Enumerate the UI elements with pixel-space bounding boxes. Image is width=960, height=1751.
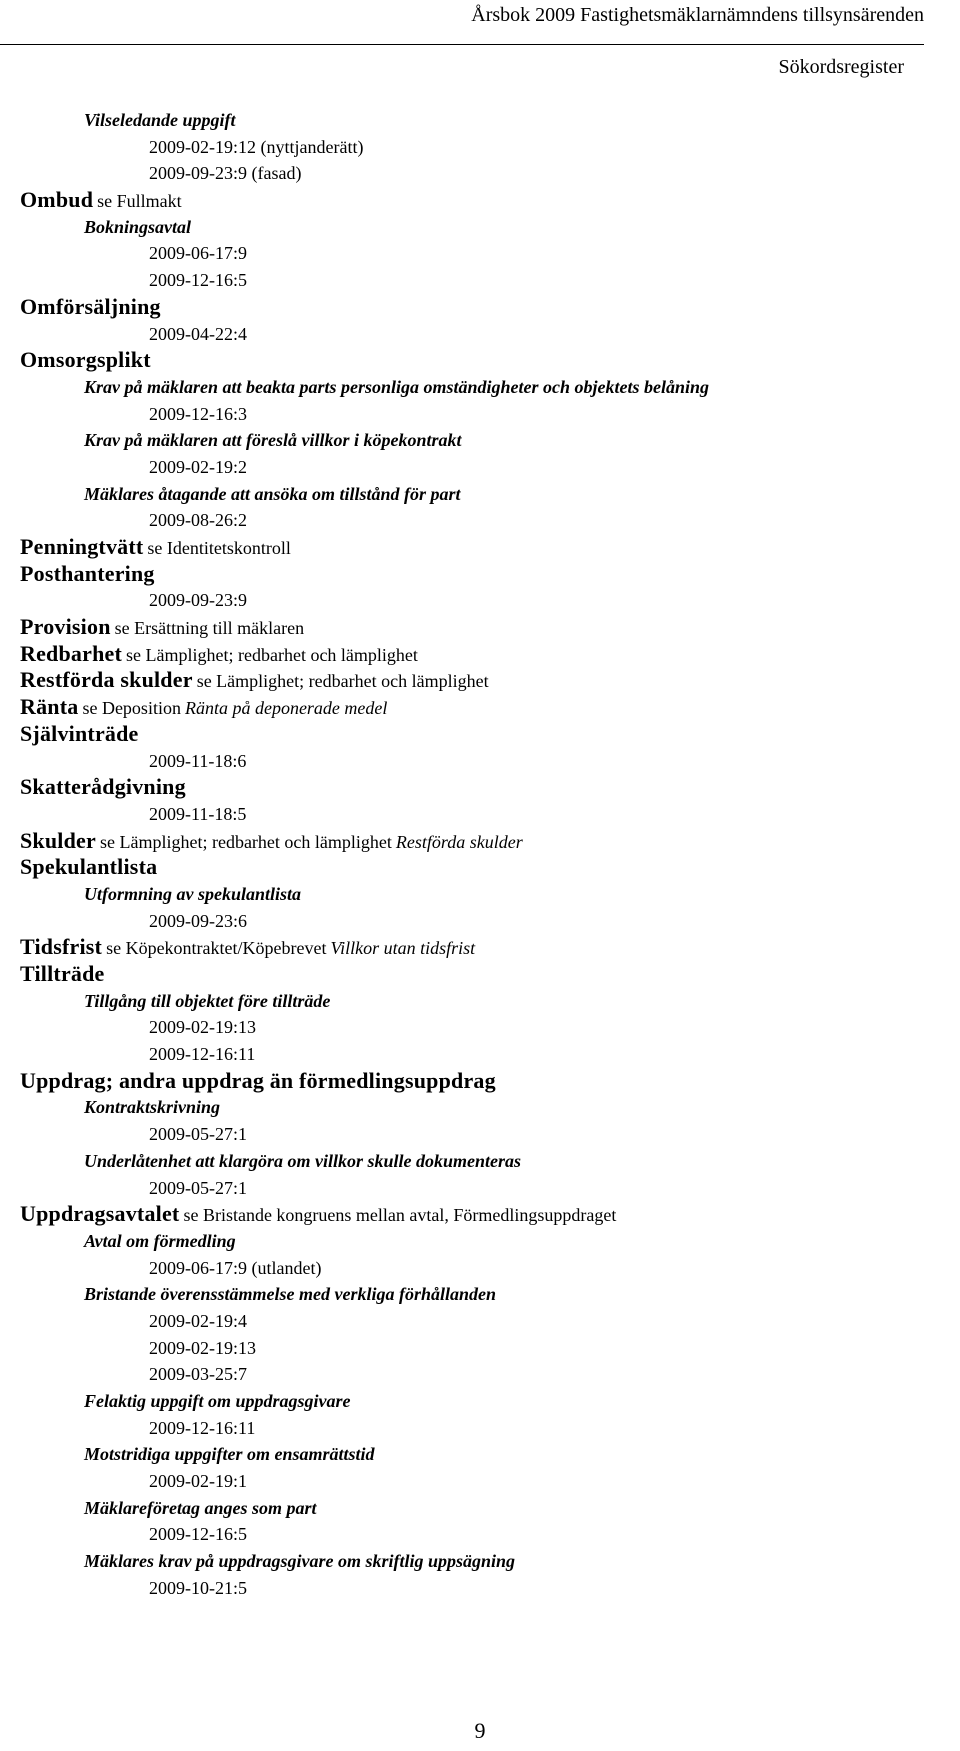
index-entry	[20, 1068, 940, 1095]
case-reference: 2009-03-25:7	[149, 1364, 247, 1385]
entry-heading: Ränta	[20, 694, 79, 720]
case-reference: 2009-06-17:9	[149, 243, 247, 264]
subtopic: Mäklares åtagande att ansöka om tillstånd för part	[84, 483, 461, 504]
subtopic: Felaktig uppgift om uppdragsgivare	[84, 1391, 351, 1411]
index-entry	[20, 694, 940, 721]
header-subtitle: Sökordsregister	[778, 56, 904, 78]
index-entry	[20, 294, 940, 321]
case-reference: 2009-04-22:4	[149, 323, 247, 344]
case-reference: 2009-11-18:5	[149, 803, 247, 824]
see-reference: se Köpekontraktet/Köpebrevet	[106, 938, 327, 959]
entry-heading: Omsorgsplikt	[20, 347, 151, 373]
see-reference: se Lämplighet; redbarhet och lämplighet	[99, 831, 392, 852]
subtopic: Kontraktskrivning	[84, 1097, 221, 1118]
see-subtopic: Ränta på deponerade medel	[184, 698, 388, 719]
subtopic: Underlåtenhet att klargöra om villkor skulle dokumenteras	[84, 1150, 522, 1171]
header-title: Årsbok 2009 Fastighetsmäklarnämndens tillsynsärenden	[471, 4, 924, 26]
subtopic: Vilseledande uppgift	[84, 110, 236, 130]
index-entry	[20, 561, 940, 588]
entry-heading: Skatterådgivning	[20, 774, 186, 800]
see-reference: se Ersättning till mäklaren	[114, 618, 305, 639]
entry-heading: Provision	[20, 614, 111, 640]
index-list	[20, 107, 940, 1602]
subtopic: Bokningsavtal	[84, 216, 192, 237]
case-reference: 2009-09-23:6	[149, 910, 247, 931]
subtopic: Avtal om förmedling	[84, 1230, 236, 1251]
entry-heading: Skulder	[20, 827, 96, 853]
see-reference: se Identitetskontroll	[147, 538, 291, 558]
case-reference: 2009-08-26:2	[149, 510, 247, 531]
see-reference: se Fullmakt	[97, 191, 182, 212]
case-reference: 2009-02-19:2	[149, 456, 247, 477]
subtopic: Krav på mäklaren att beakta parts personliga omständigheter och objektets belåning	[84, 376, 710, 397]
index-entry	[20, 641, 940, 668]
case-reference: 2009-12-16:5	[149, 270, 247, 291]
index-entry	[20, 347, 940, 374]
case-reference: 2009-12-16:11	[149, 1417, 256, 1438]
index-entry	[20, 934, 940, 961]
see-reference: se Lämplighet; redbarhet och lämplighet	[126, 644, 418, 665]
case-reference: 2009-02-19:4	[149, 1310, 247, 1331]
case-reference: 2009-05-27:1	[149, 1177, 247, 1198]
index-entry	[20, 854, 940, 881]
case-reference: 2009-12-16:11	[149, 1044, 256, 1065]
see-subtopic: Restförda skulder	[395, 831, 523, 852]
case-reference: 2009-12-16:3	[149, 403, 247, 424]
entry-heading: Omförsäljning	[20, 293, 161, 319]
entry-heading: Penningtvätt	[20, 534, 144, 559]
index-entry	[20, 534, 940, 561]
entry-heading: Restförda skulder	[20, 667, 193, 693]
entry-heading: Ombud	[20, 187, 94, 213]
index-entry	[20, 961, 940, 988]
case-reference: 2009-05-27:1	[149, 1124, 247, 1145]
subtopic: Utformning av spekulantlista	[84, 883, 302, 904]
see-reference: se Bristande kongruens mellan avtal, Förmedlingsuppdraget	[183, 1205, 617, 1226]
entry-heading: Uppdragsavtalet	[20, 1201, 180, 1227]
case-reference: 2009-11-18:6	[149, 750, 247, 771]
header-rule	[0, 44, 924, 45]
entry-heading: Självinträde	[20, 720, 139, 746]
index-entry	[20, 774, 940, 801]
index-entry	[20, 1201, 940, 1228]
case-reference: 2009-09-23:9	[149, 590, 247, 611]
case-reference: 2009-06-17:9 (utlandet)	[149, 1257, 322, 1278]
case-reference: 2009-12-16:5	[149, 1524, 247, 1545]
entry-heading: Tidsfrist	[20, 934, 103, 960]
entry-heading: Uppdrag; andra uppdrag än förmedlingsuppdrag	[20, 1067, 496, 1093]
index-entry	[20, 721, 940, 748]
case-reference: 2009-10-21:5	[149, 1577, 247, 1598]
case-reference: 2009-02-19:1	[149, 1471, 247, 1492]
subtopic: Tillgång till objektet före tillträde	[84, 990, 331, 1011]
see-reference: se Deposition	[82, 698, 181, 719]
see-subtopic: Villkor utan tidsfrist	[330, 938, 476, 959]
entry-heading: Spekulantlista	[20, 854, 158, 880]
index-entry	[20, 828, 940, 855]
subtopic: Bristande överensstämmelse med verkliga förhållanden	[84, 1284, 496, 1305]
index-entry	[20, 667, 940, 694]
entry-heading: Tillträde	[20, 961, 105, 986]
case-reference: 2009-09-23:9 (fasad)	[149, 163, 302, 184]
index-entry	[20, 614, 940, 641]
subtopic: Mäklares krav på uppdragsgivare om skriftlig uppsägning	[84, 1551, 516, 1572]
entry-heading: Posthantering	[20, 560, 155, 586]
subtopic: Motstridiga uppgifter om ensamrättstid	[84, 1444, 375, 1465]
case-reference: 2009-02-19:12 (nyttjanderätt)	[149, 136, 364, 157]
case-reference: 2009-02-19:13	[149, 1017, 256, 1038]
index-entry	[20, 187, 940, 214]
see-reference: se Lämplighet; redbarhet och lämplighet	[196, 671, 489, 692]
case-reference: 2009-02-19:13	[149, 1337, 256, 1358]
subtopic: Mäklareföretag anges som part	[84, 1497, 317, 1518]
page-number: 9	[474, 1718, 486, 1743]
entry-heading: Redbarhet	[20, 640, 123, 666]
subtopic: Krav på mäklaren att föreslå villkor i köpekontrakt	[84, 430, 462, 451]
